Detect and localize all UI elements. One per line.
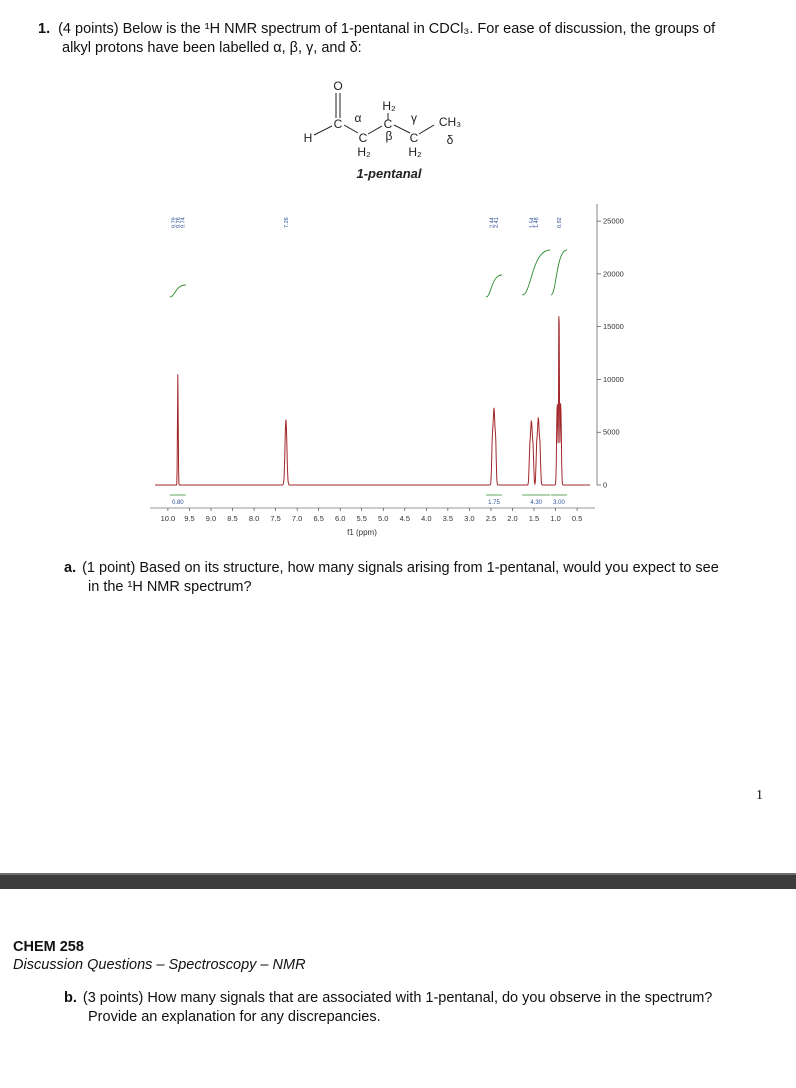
h2-top-label: H₂ [382, 99, 396, 113]
integral-curve-0 [170, 285, 186, 297]
integral-label-layer [170, 495, 567, 506]
x-tick-label-4: 8.0 [248, 514, 260, 523]
x-tick-label-7: 6.5 [313, 514, 324, 523]
alpha-label: α [354, 111, 362, 125]
x-tick-label-3: 8.5 [227, 514, 238, 523]
peak-label-2: 9.74 [180, 217, 187, 228]
integral-curve-3 [551, 250, 567, 295]
x-tick-label-11: 4.5 [399, 514, 411, 523]
page-header [13, 938, 306, 974]
spectrum-trace [155, 316, 590, 485]
x-tick-label-17: 1.5 [528, 514, 540, 523]
x-tick-label-19: 0.5 [571, 514, 583, 523]
question-a-line-2: in the ¹H NMR spectrum? [88, 579, 252, 595]
peak-label-0: 9.79 [171, 217, 178, 228]
page-divider [0, 873, 796, 889]
integral-curve-2 [522, 250, 550, 295]
x-tick-label-2: 9.0 [205, 514, 217, 523]
question-1-line-1: (4 points) Below is the ¹H NMR spectrum of 1-pentanal in CDCl₃. For ease of discussion, the groups of [58, 21, 716, 37]
peak-label-7: 1.48 [533, 217, 540, 228]
integral-value-3: 3.00 [553, 500, 565, 506]
integral-value-0: 0.80 [171, 500, 184, 506]
x-tick-label-5: 7.5 [270, 514, 281, 523]
delta-label: δ [446, 133, 454, 147]
question-number: 1. [38, 21, 51, 37]
aldehyde-hydrogen: H [303, 131, 313, 145]
peak-label-4: 2.44 [489, 217, 496, 228]
question-a [64, 559, 776, 597]
h2-bottom-label-2: H₂ [408, 145, 422, 159]
pentanal-structure [290, 78, 500, 188]
x-tick-label-6: 7.0 [291, 514, 303, 523]
y-tick-label-2: 15000 [603, 322, 624, 332]
y-tick-label-5: 0 [603, 480, 608, 490]
carbon-3: C [383, 117, 393, 131]
question-b-line-1: (3 points) How many signals that are associated with 1-pentanal, do you observe in the spectrum? [82, 990, 713, 1006]
nmr-spectrum-chart [140, 190, 624, 545]
peak-label-5: 2.41 [494, 217, 501, 228]
y-tick-label-0: 25000 [603, 216, 624, 226]
peak-label-1: 9.76 [175, 217, 182, 228]
peak-label-6: 1.54 [529, 217, 536, 228]
page-number: 1 [756, 788, 763, 803]
x-tick-label-18: 1.0 [550, 514, 561, 523]
question-b [64, 989, 776, 1027]
peak-label-layer [171, 217, 563, 228]
integral-value-2: 4.30 [530, 500, 543, 506]
integral-value-1: 1.75 [488, 500, 500, 506]
x-tick-label-13: 3.5 [442, 514, 454, 523]
document-subtitle: Discussion Questions – Spectroscopy – NMR [13, 957, 306, 973]
x-tick-label-8: 6.0 [334, 514, 346, 523]
carbon-4: C [409, 131, 419, 145]
h2-bottom-label-1: H₂ [357, 145, 371, 159]
integral-curve-layer [170, 250, 567, 297]
methyl-group: CH₃ [438, 115, 462, 129]
question-b-line-2: Provide an explanation for any discrepancies. [88, 1009, 381, 1025]
course-title: CHEM 258 [13, 939, 84, 955]
x-tick-label-15: 2.5 [485, 514, 497, 523]
structure-caption: 1-pentanal [356, 166, 422, 181]
x-tick-label-9: 5.5 [356, 514, 367, 523]
x-tick-label-16: 2.0 [507, 514, 518, 523]
x-axis-label: f1 (ppm) [347, 528, 377, 537]
beta-label: β [385, 129, 393, 143]
integral-curve-1 [486, 275, 502, 297]
question-a-line-1: (1 point) Based on its structure, how many signals arising from 1-pentanal, would you expect to see [82, 560, 719, 576]
peak-label-8: 0.92 [556, 217, 563, 228]
question-1 [38, 20, 778, 58]
x-tick-label-1: 9.5 [184, 514, 195, 523]
carbon-2: C [358, 131, 368, 145]
x-tick-label-10: 5.0 [378, 514, 389, 523]
x-axis [150, 508, 595, 523]
carbon-1: C [333, 117, 343, 131]
question-1-line-2: alkyl protons have been labelled α, β, γ, and δ: [62, 40, 362, 56]
question-b-label: b. [64, 990, 77, 1006]
y-axis [597, 204, 624, 490]
question-a-label: a. [64, 560, 77, 576]
oxygen-atom: O [333, 79, 343, 93]
y-tick-label-4: 5000 [603, 427, 620, 437]
x-tick-label-14: 3.0 [464, 514, 475, 523]
y-tick-label-1: 20000 [603, 269, 624, 279]
y-tick-label-3: 10000 [603, 374, 624, 384]
gamma-label: γ [411, 111, 417, 125]
peak-label-3: 7.26 [283, 217, 290, 228]
x-tick-label-12: 4.0 [421, 514, 432, 523]
x-tick-label-0: 10.0 [160, 514, 176, 523]
